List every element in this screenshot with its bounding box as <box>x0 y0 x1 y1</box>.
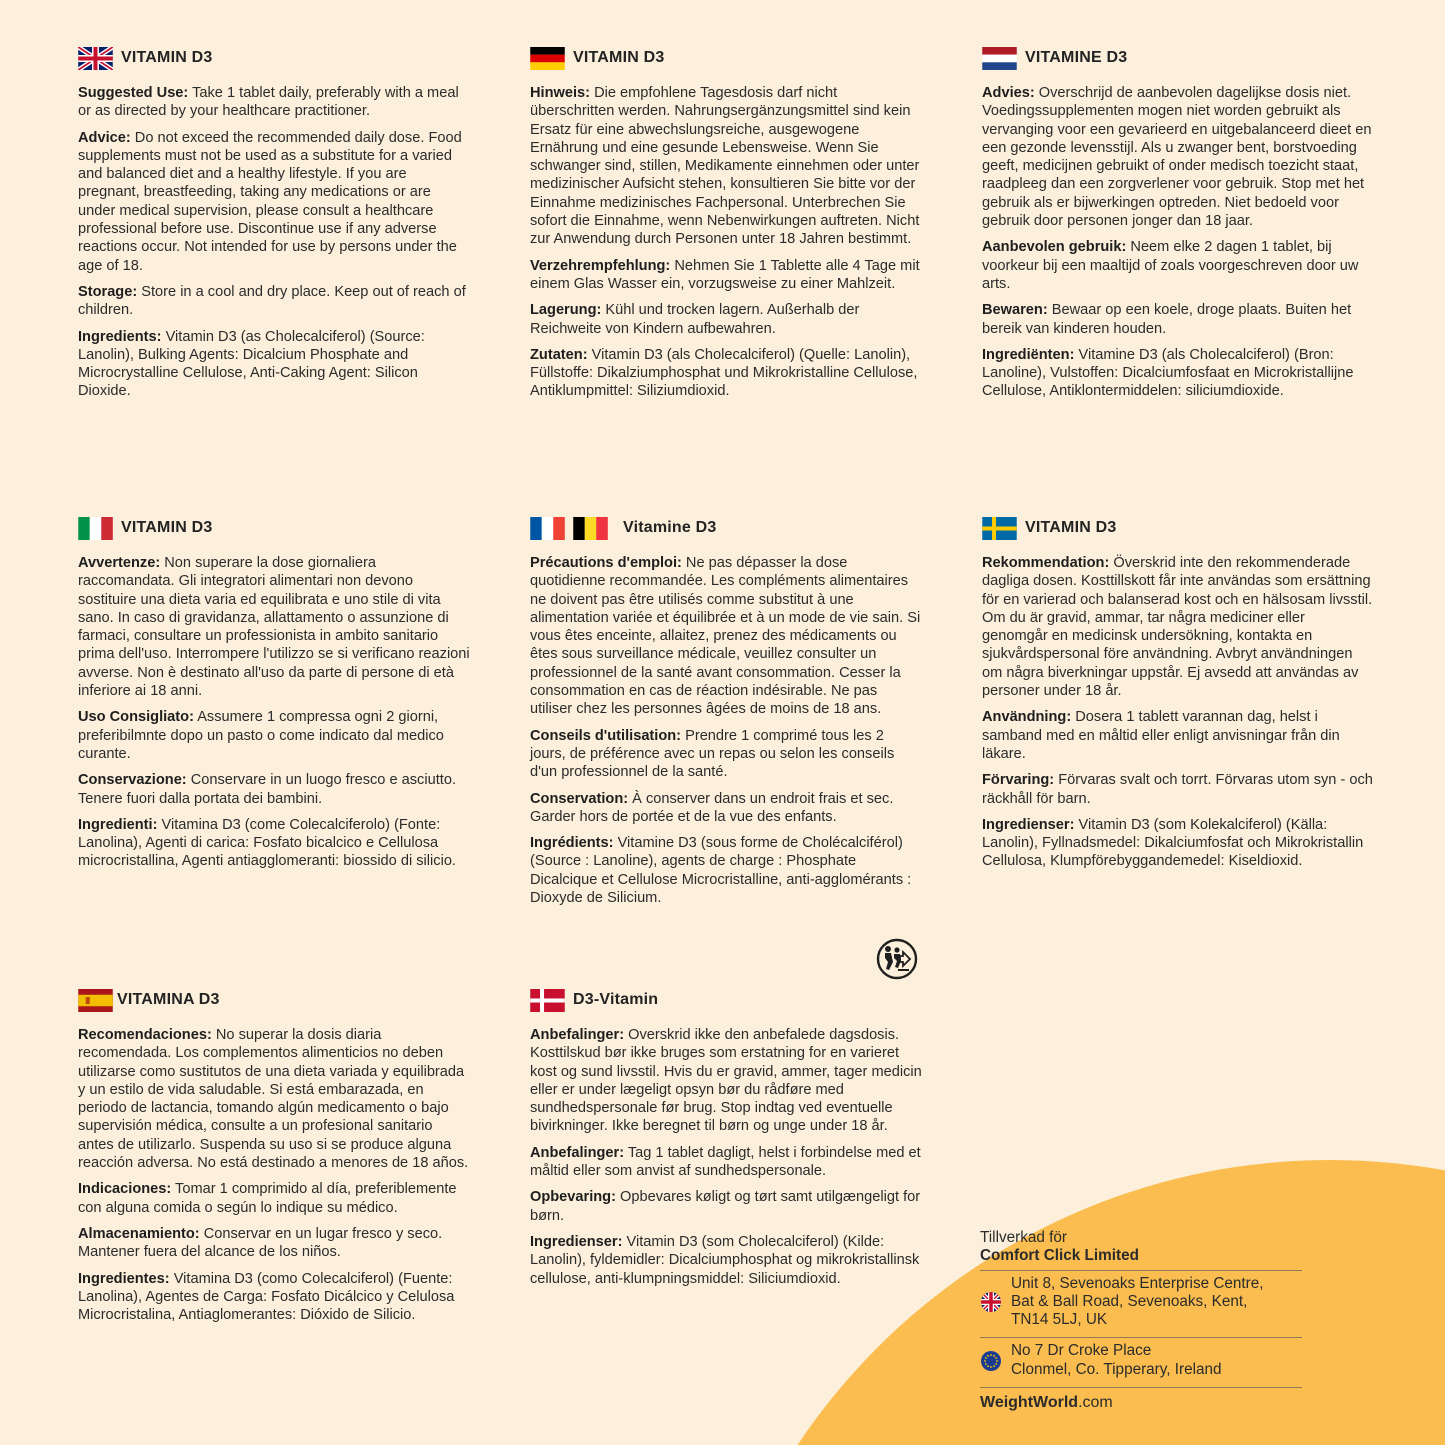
section-dutch <box>982 45 1374 409</box>
uk-address <box>980 1270 1302 1334</box>
section-header <box>78 987 470 1013</box>
french-flag-icon <box>530 517 565 540</box>
paragraph-key: Ingredienser: <box>982 816 1075 833</box>
paragraph-text: Vitamina D3 (como Colecalciferol) (Fuente: Lanolina), Agentes de Carga: Fosfato Dicálcico y Celulosa Microcristalina, Antiaglomerantes: Dióxido de Silicio. <box>78 1270 455 1324</box>
dutch-flag-icon <box>982 47 1017 70</box>
paragraph <box>78 554 470 700</box>
paragraph-key: Bewaren: <box>982 302 1048 319</box>
paragraph <box>78 1225 470 1262</box>
paragraph <box>530 84 922 249</box>
paragraph <box>78 1270 470 1325</box>
paragraph <box>982 301 1374 338</box>
paragraph-text: Dosera 1 tablett varannan dag, helst i samband med en måltid eller enligt anvisningar från din läkare. <box>982 709 1340 762</box>
section-title: VITAMIN D3 <box>1025 519 1117 536</box>
section-title: VITAMINA D3 <box>117 991 220 1008</box>
section-title: D3-Vitamin <box>573 991 659 1008</box>
paragraph-text: Kühl und trocken lagern. Außerhalb der Reichweite von Kindern aufbewahren. <box>530 302 860 337</box>
section-title: VITAMIN D3 <box>121 49 213 66</box>
paragraph-text: À conserver dans un endroit frais et sec. Garder hors de portée et de la vue des enfants. <box>530 790 894 825</box>
paragraph <box>78 771 470 808</box>
paragraph-key: Användning: <box>982 709 1072 726</box>
address-line: TN14 5LJ, UK <box>1011 1311 1108 1329</box>
paragraph-text: Tag 1 tablet dagligt, helst i forbindelse med et måltid eller som anvist af sundhedspersonale. <box>530 1144 921 1180</box>
eu-address-lines <box>1011 1342 1222 1379</box>
paragraph-key: Conservation: <box>530 790 629 807</box>
website <box>980 1387 1302 1412</box>
paragraph-text: Vitamin D3 (als Cholecalciferol) (Quelle: Lanolin), Füllstoffe: Dikalziumphosphat und Mikrokristalline Cellulose, Antiklumpmittel: Siliziumdioxid. <box>530 346 918 400</box>
section-spanish <box>78 987 470 1332</box>
paragraph-key: Förvaring: <box>982 772 1055 789</box>
paragraph <box>982 238 1374 293</box>
paragraph-text: Store in a cool and dry place. Keep out of reach of children. <box>78 283 466 319</box>
paragraph-key: Opbevaring: <box>530 1189 616 1206</box>
paragraph-text: Överskrid inte den rekommenderade dagliga dosen. Kosttillskott får inte användas som ersättning för en varierad och balanserad kost och en hälsosam livsstil. Om du är gravid, ammar, tar några mediciner eller genomgår en medicinsk undersökning, kontakta en sjukvårdspersonal före användning. Avbryt användningen om några biverkningar uppstår. Ej avsedd att användas av personer under 18 år. <box>982 555 1373 700</box>
paragraph-key: Advies: <box>982 85 1035 101</box>
paragraph-text: Take 1 tablet daily, preferably with a meal or as directed by your healthcare practitioner. <box>78 85 459 120</box>
german-flag-icon <box>530 47 565 70</box>
paragraph-text: Nehmen Sie 1 Tablette alle 4 Tage mit einem Glas Wasser ein, vorzugsweise zu einer Mahlzeit. <box>530 257 920 292</box>
paragraph-text: Conservar en un lugar fresco y seco. Mantener fuera del alcance de los niños. <box>78 1225 443 1261</box>
paragraph-key: Ingredienti: <box>78 816 158 833</box>
paragraph-key: Ingrédients: <box>530 835 614 852</box>
section-french <box>530 515 922 915</box>
paragraph <box>982 708 1374 763</box>
paragraph-text: Non superare la dose giornaliera raccomandata. Gli integratori alimentari non devono sostituire una dieta varia ed equilibrata e uno stile di vita sano. In caso di gravidanza, allattamento o assunzione di farmaci, consultare un professionista in ambito sanitario prima dell'uso. Interrompere l'utilizzo se si verificano reazioni avverse. Non è destinato all'uso da parte di persone di età inferiore ai 18 anni. <box>78 555 470 700</box>
section-header <box>982 45 1374 71</box>
paragraph <box>78 708 470 763</box>
paragraph <box>78 1026 470 1172</box>
section-title: VITAMIN D3 <box>573 49 665 66</box>
paragraph <box>530 554 922 719</box>
paragraph-key: Ingredienser: <box>530 1233 623 1250</box>
paragraph-key: Aanbevolen gebruik: <box>982 239 1127 256</box>
triman-recycling-icon <box>876 938 918 980</box>
paragraph-key: Hinweis: <box>530 85 591 101</box>
website-tld: .com <box>1078 1394 1113 1412</box>
paragraph-key: Anbefalinger: <box>530 1144 625 1161</box>
paragraph <box>530 790 922 827</box>
paragraph-key: Zutaten: <box>530 346 588 363</box>
paragraph <box>530 1026 922 1136</box>
address-line: Bat & Ball Road, Sevenoaks, Kent, <box>1011 1292 1248 1310</box>
paragraph <box>78 283 470 320</box>
paragraph <box>530 1233 922 1288</box>
paragraph <box>530 727 922 782</box>
paragraph-text: Vitamine D3 (als Cholecalciferol) (Bron: Lanoline), Vulstoffen: Dicalciumfosfaat en Microkristallijne Cellulose, Antiklontermiddelen: siliciumdioxide. <box>982 346 1354 400</box>
paragraph-text: Ne pas dépasser la dose quotidienne recommandée. Les compléments alimentaires ne doivent pas être utilisés comme substitut à une alimentation variée et équilibrée et à un mode de vie sain. Si vous êtes enceinte, allaitez, prenez des médicaments ou êtes sous surveillance médicale, veuillez consulter un professionnel de la santé avant consommation. Cesser la consommation en cas de réaction indésirable. Ne pas utiliser chez les personnes âgées de moins de 18 ans. <box>530 555 921 718</box>
address-line: Unit 8, Sevenoaks Enterprise Centre, <box>1011 1274 1264 1292</box>
paragraph-text: Assumere 1 compressa ogni 2 giorni, preferibilmnte dopo un pasto o come indicato dal medico curante. <box>78 709 444 762</box>
paragraph-key: Avvertenze: <box>78 555 161 571</box>
uk-flag-icon <box>980 1291 1002 1313</box>
paragraph <box>982 346 1374 401</box>
paragraph-text: Vitamin D3 (som Cholecalciferol) (Kilde: Lanolin), fyldemidler: Dicalciumphosphat og mikrokristallinsk cellulose, anti-klumpningsmiddel: Siliciumdioxid. <box>530 1233 920 1287</box>
section-header <box>78 515 470 541</box>
paragraph-text: Opbevares køligt og tørt samt utilgængeligt for børn. <box>530 1189 921 1224</box>
section-english <box>78 45 470 409</box>
paragraph-key: Conservazione: <box>78 772 187 789</box>
section-italian <box>78 515 470 879</box>
paragraph <box>78 84 470 121</box>
paragraph-text: Vitamin D3 (som Kolekalciferol) (Källa: Lanolin), Fyllnadsmedel: Dikalciumfosfat och Mikrokristallin Cellulosa, Klumpförebyggandemedel: Kiseldioxid. <box>982 816 1364 870</box>
paragraph-key: Anbefalinger: <box>530 1027 625 1043</box>
paragraph-key: Almacenamiento: <box>78 1225 200 1242</box>
paragraph-key: Recomendaciones: <box>78 1027 212 1043</box>
eu-address <box>980 1337 1302 1383</box>
paragraph-key: Uso Consigliato: <box>78 709 194 726</box>
paragraph-key: Ingredients: <box>78 328 162 345</box>
paragraph-key: Suggested Use: <box>78 85 189 101</box>
paragraph <box>982 84 1374 230</box>
paragraph <box>982 816 1374 871</box>
danish-flag-icon <box>530 989 565 1012</box>
uk-address-lines <box>1011 1275 1264 1330</box>
paragraph-text: Tomar 1 comprimido al día, preferiblemente con alguna comida o según lo indique su médico. <box>78 1181 457 1216</box>
paragraph-text: Förvaras svalt och torrt. Förvaras utom syn - och räckhåll för barn. <box>982 772 1373 807</box>
section-swedish <box>982 515 1374 879</box>
paragraph-text: Vitamin D3 (as Cholecalciferol) (Source: Lanolin), Bulking Agents: Dicalcium Phosphate and Microcrystalline Cellulose, Anti-Caking Agent: Silicon Dioxide. <box>78 328 425 400</box>
section-header <box>78 45 470 71</box>
section-header <box>530 515 922 541</box>
website-brand: WeightWorld <box>980 1394 1079 1412</box>
paragraph-text: Vitamina D3 (come Colecalciferolo) (Fonte: Lanolina), Agenti di carica: Fosfato bicalcico e Cellulosa microcristallina, Agenti antiagglomeranti: biossido di silicio. <box>78 816 456 870</box>
paragraph-text: Prendre 1 comprimé tous les 2 jours, de préférence avec un repas ou selon les conseils d'un professionnel de la santé. <box>530 727 895 781</box>
paragraph <box>78 129 470 275</box>
paragraph-text: Bewaar op een koele, droge plaats. Buiten het bereik van kinderen houden. <box>982 302 1352 337</box>
company-name: Comfort Click Limited <box>980 1247 1139 1265</box>
paragraph-key: Ingredientes: <box>78 1270 170 1287</box>
spanish-flag-icon <box>78 989 113 1012</box>
paragraph <box>530 301 922 338</box>
paragraph-text: Conservare in un luogo fresco e asciutto. Tenere fuori dalla portata dei bambini. <box>78 772 456 807</box>
paragraph <box>530 1144 922 1181</box>
address-line: No 7 Dr Croke Place <box>1011 1342 1152 1360</box>
manufacturer-info <box>980 1229 1302 1412</box>
paragraph-key: Rekommendation: <box>982 555 1110 571</box>
paragraph-key: Indicaciones: <box>78 1181 172 1198</box>
section-title: VITAMIN D3 <box>121 519 213 536</box>
section-title: Vitamine D3 <box>623 519 717 536</box>
paragraph-key: Ingrediënten: <box>982 346 1075 363</box>
paragraph <box>530 1188 922 1225</box>
paragraph <box>982 554 1374 700</box>
belgian-flag-icon <box>573 517 608 540</box>
uk-flag-icon <box>78 47 113 70</box>
paragraph <box>530 346 922 401</box>
address-line: Clonmel, Co. Tipperary, Ireland <box>1011 1360 1222 1378</box>
paragraph-text: Vitamine D3 (sous forme de Cholécalciférol) (Source : Lanoline), agents de charge : Phosphate Dicalcique et Cellulose Microcristalline, anti-agglomérants : Dioxyde de Silicium. <box>530 835 912 907</box>
italian-flag-icon <box>78 517 113 540</box>
swedish-flag-icon <box>982 517 1017 540</box>
paragraph-text: Neem elke 2 dagen 1 tablet, bij voorkeur bij een maaltijd of zoals voorgeschreven door uw arts. <box>982 239 1359 292</box>
paragraph-key: Verzehrempfehlung: <box>530 257 671 274</box>
paragraph <box>530 834 922 907</box>
paragraph-key: Conseils d'utilisation: <box>530 727 682 744</box>
paragraph-text: Do not exceed the recommended daily dose. Food supplements must not be used as a substitute for a varied and balanced diet and a healthy lifestyle. If you are pregnant, breastfeeding, taking any medications or are under medical supervision, please consult a healthcare professional before use. Discontinue use if any adverse reactions occur. Not intended for use by persons under the age of 18. <box>78 129 462 274</box>
section-header <box>530 45 922 71</box>
paragraph-key: Lagerung: <box>530 302 602 319</box>
paragraph-key: Précautions d'emploi: <box>530 555 682 571</box>
paragraph-text: No superar la dosis diaria recomendada. Los complementos alimenticios no deben utilizarse como sustitutos de una dieta variada y equilibrada y un estilo de vida saludable. Si está embarazada, en periodo de lactancia, tomando algún medicamento o bajo supervisión médica, consulte a un profesional sanitario antes de utilizarlo. Suspenda su uso si se produce alguna reacción adversa. No está destinado a menores de 18 años. <box>78 1027 469 1172</box>
section-header <box>530 987 922 1013</box>
paragraph-text: Overskrid ikke den anbefalede dagsdosis. Kosttilskud bør ikke bruges som erstatning for en varieret kost og sund livsstil. Hvis du er gravid, ammer, tager medicin eller er under lægeligt opsyn bør du rådføre med sundhedspersonale før brug. Stop indtag ved eventuelle bivirkninger. Ikke beregnet til børn og unge under 18 år. <box>530 1027 922 1135</box>
paragraph <box>78 328 470 401</box>
section-title: VITAMINE D3 <box>1025 49 1128 66</box>
paragraph-key: Advice: <box>78 129 131 146</box>
eu-flag-icon <box>980 1350 1002 1372</box>
made-for-label: Tillverkad för <box>980 1229 1067 1246</box>
paragraph <box>982 771 1374 808</box>
paragraph-text: Die empfohlene Tagesdosis darf nicht überschritten werden. Nahrungsergänzungsmittel sind kein Ersatz für eine abwechslungsreiche, ausgewogene Ernährung und eine gesunde Lebensweise. Wenn Sie schwanger sind, stillen, Medikamente einnehmen oder unter medizinischer Aufsicht stehen, konsultieren Sie bitte vor der Einnahme medizinisches Fachpersonal. Unterbrechen Sie sofort die Einnahme, wenn Nebenwirkungen auftreten. Nicht zur Anwendung durch Personen unter 18 Jahren bestimmt. <box>530 85 920 248</box>
section-header <box>982 515 1374 541</box>
section-german <box>530 45 922 409</box>
paragraph <box>530 257 922 294</box>
paragraph-key: Storage: <box>78 283 138 300</box>
paragraph <box>78 816 470 871</box>
section-danish <box>530 987 922 1296</box>
paragraph <box>78 1180 470 1217</box>
paragraph-text: Overschrijd de aanbevolen dagelijkse dosis niet. Voedingssupplementen mogen niet worden gebruikt als vervanging voor een gevarieerd en uitgebalanceerd dieet en een gezonde levensstijl. Als u zwanger bent, borstvoeding geeft, medicijnen gebruikt of onder medisch toezicht staat, raadpleeg dan een zorgverlener voor gebruik. Stop met het gebruik als er bijwerkingen optreden. Niet bedoeld voor gebruik door personen jonger dan 18 jaar. <box>982 85 1372 230</box>
